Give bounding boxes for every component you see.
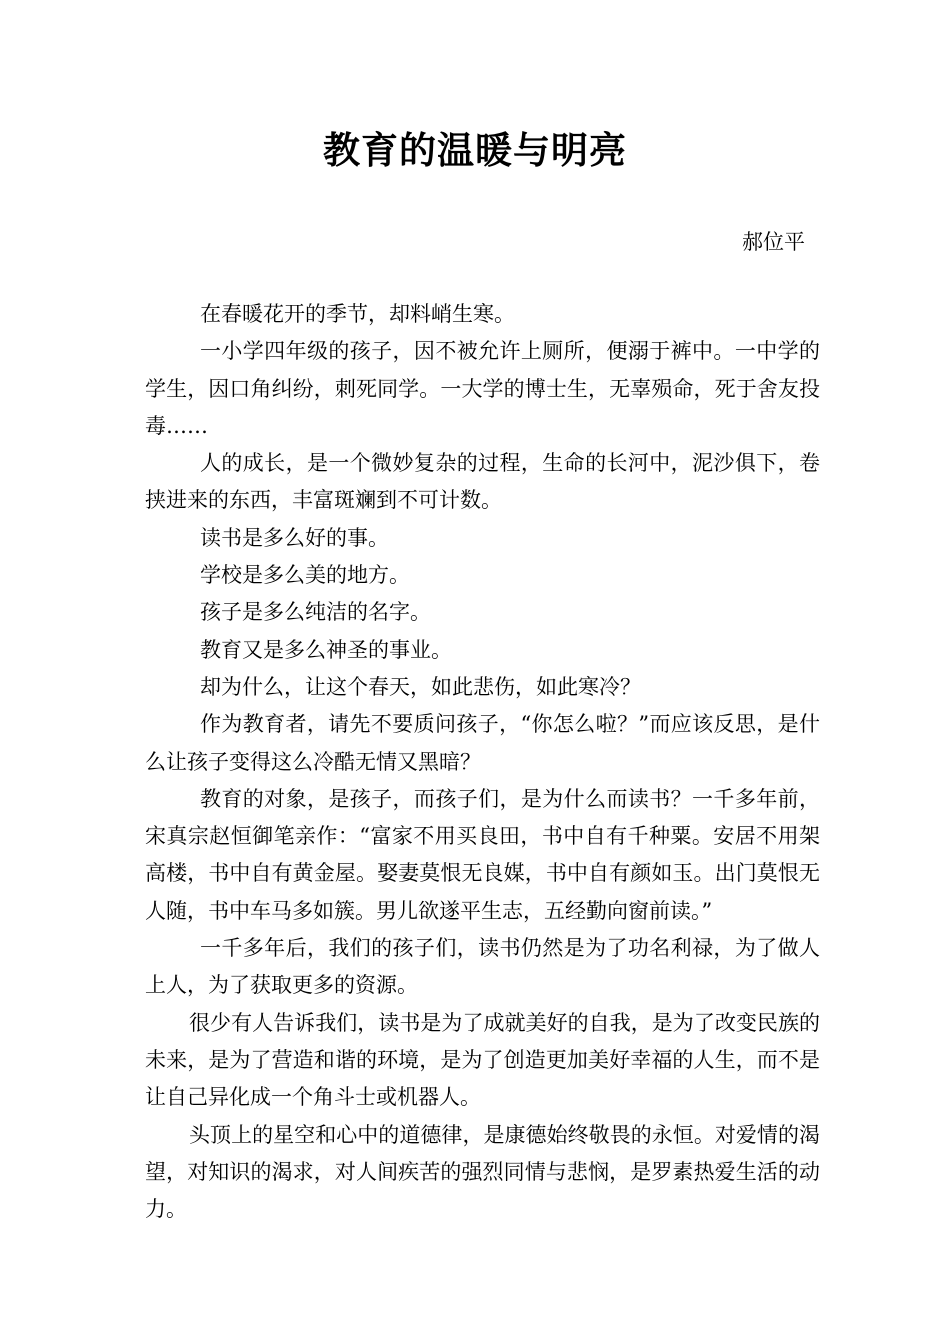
paragraph: 学校是多么美的地方。 bbox=[200, 563, 410, 588]
paragraph: 读书是多么好的事。 bbox=[200, 525, 389, 550]
document-body bbox=[145, 296, 820, 1228]
document-title: 教育的温暖与明亮 bbox=[323, 128, 627, 172]
paragraph: 教育又是多么神圣的事业。 bbox=[200, 637, 452, 662]
paragraph: 却为什么，让这个春天，如此悲伤，如此寒冷？ bbox=[200, 674, 641, 699]
paragraph: 教育的对象，是孩子，而孩子们，是为什么而读书？一千多年前，宋真宗赵恒御笔亲作：“富家不用买良田，书中自有千种粟。安居不用架高楼，书中自有黄金屋。娶妻莫恨无良媒，书中自有颜如玉。出门莫恨无人随，书中车马多如簇。男儿欲遂平生志，五经勤向窗前读。” bbox=[145, 786, 820, 923]
paragraph: 孩子是多么纯洁的名字。 bbox=[200, 600, 431, 625]
paragraph: 很少有人告诉我们，读书是为了成就美好的自我，是为了改变民族的未来，是为了营造和谐的环境，是为了创造更加美好幸福的人生，而不是让自己异化成一个角斗士或机器人。 bbox=[145, 1010, 820, 1110]
paragraph: 在春暖花开的季节，却料峭生寒。 bbox=[200, 302, 515, 326]
paragraph: 头顶上的星空和心中的道德律，是康德始终敬畏的永恒。对爱情的渴望，对知识的渴求，对人间疾苦的强烈同情与悲悯，是罗素热爱生活的动力。 bbox=[145, 1122, 820, 1222]
paragraph: 一小学四年级的孩子，因不被允许上厕所，便溺于裤中。一中学的学生，因口角纠纷，刺死同学。一大学的博士生，无辜殒命，死于舍友投毒…… bbox=[145, 339, 820, 438]
document-author: 郝位平 bbox=[742, 230, 805, 254]
paragraph: 人的成长，是一个微妙复杂的过程，生命的长河中，泥沙俱下，卷挟进来的东西，丰富斑斓到不可计数。 bbox=[145, 451, 820, 513]
paragraph: 作为教育者，请先不要质问孩子，“你怎么啦？”而应该反思，是什么让孩子变得这么冷酷无情又黑暗？ bbox=[145, 712, 820, 774]
paragraph: 一千多年后，我们的孩子们，读书仍然是为了功名利禄，为了做人上人，为了获取更多的资源。 bbox=[145, 936, 820, 998]
